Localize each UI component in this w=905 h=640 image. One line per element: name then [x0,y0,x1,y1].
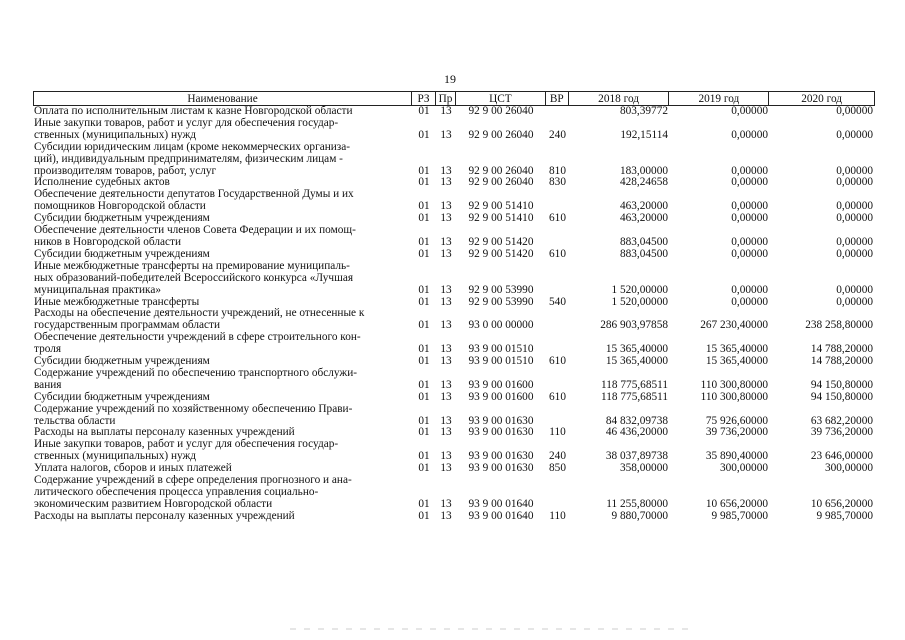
row-y2020: 94 150,80000 [810,390,873,403]
row-rz: 01 [418,247,430,260]
row-name [33,308,412,332]
row-rz: 01 [418,319,430,332]
row-pr: 13 [440,355,452,368]
row-cst: 92 9 00 53990 [468,295,534,308]
row-vr: 610 [549,390,566,403]
row-name-line: Субсидии юридическим лицам (кроме некоммерческих организа- [34,140,351,153]
row-name-line: Иные межбюджетные трансферты на премирование муниципаль- [34,259,350,272]
row-pr: 13 [440,164,452,177]
row-vr: 830 [549,176,566,189]
row-y2020: 0,00000 [836,176,873,189]
row-rz: 01 [418,378,430,391]
row-name [33,511,412,523]
row-rz: 01 [418,283,430,296]
row-name [33,392,412,404]
row-vr: 240 [549,450,566,463]
row-rz: 01 [418,426,430,439]
row-rz: 01 [418,509,430,522]
row-cst: 93 9 00 01600 [468,378,534,391]
row-y2020: 300,00000 [824,462,873,475]
row-name [33,368,412,392]
row-name-line: Содержание учреждений по обеспечению транспортного обслужи- [34,366,358,379]
header-pr: Пр [436,92,456,105]
table-body [33,106,875,523]
row-name-line: Субсидии бюджетным учреждениям [34,247,210,260]
table-row [33,332,875,356]
row-cst: 93 9 00 01510 [468,343,534,356]
row-y2018: 46 436,20000 [605,426,668,439]
row-pr: 13 [440,497,452,510]
row-y2018: 883,04500 [619,235,668,248]
row-name-line: Иные закупки товаров, работ и услуг для обеспечения государ- [34,438,339,451]
row-y2020: 0,00000 [836,128,873,141]
row-name-line: Содержание учреждений в сфере определения прогнозного и ана- [34,474,352,487]
row-y2019: 0,00000 [731,176,768,189]
table-row [33,404,875,428]
row-name-line: помощников Новгородской области [34,200,206,213]
row-rz: 01 [418,295,430,308]
scan-artifact [290,628,690,630]
row-y2020: 0,00000 [836,295,873,308]
row-y2019: 15 365,40000 [705,355,768,368]
row-cst: 93 9 00 01630 [468,450,534,463]
row-y2018: 15 365,40000 [605,343,668,356]
row-y2019: 0,00000 [731,295,768,308]
row-pr: 13 [440,509,452,522]
row-cst: 92 9 00 26040 [468,105,534,117]
row-y2019: 300,00000 [719,462,768,475]
row-name [33,142,412,178]
row-y2019: 35 890,40000 [705,450,768,463]
header-2018: 2018 год [569,92,670,105]
row-name-line: Оплата по исполнительным листам к казне Новгородской области [34,105,353,117]
row-pr: 13 [440,247,452,260]
row-cst: 92 9 00 51410 [468,212,534,225]
row-name-line: Субсидии бюджетным учреждениям [34,355,210,368]
row-vr: 540 [549,295,566,308]
row-name [33,439,412,463]
row-name-line: Обеспечение деятельности членов Совета Федерации и их помощ- [34,224,356,237]
row-y2019: 0,00000 [731,128,768,141]
page-number: 19 [444,72,456,86]
row-name-line: муниципальная практика» [34,283,162,296]
row-pr: 13 [440,414,452,427]
row-y2020: 94 150,80000 [810,378,873,391]
row-y2018: 118 775,68511 [601,378,668,391]
row-y2020: 0,00000 [836,235,873,248]
row-vr: 240 [549,128,566,141]
row-name-line: ций), индивидуальным предпринимателям, физическим лицам - [34,152,343,165]
row-name-line: Обеспечение деятельности учреждений в сфере строительного кон- [34,331,361,344]
row-rz: 01 [418,497,430,510]
row-pr: 13 [440,462,452,475]
row-name [33,332,412,356]
row-y2018: 1 520,00000 [611,283,668,296]
header-2019: 2019 год [669,92,769,105]
row-rz: 01 [418,212,430,225]
row-name-line: Иные межбюджетные трансферты [34,295,200,308]
row-name [33,118,412,142]
row-y2020: 14 788,20000 [810,355,873,368]
row-y2020: 0,00000 [836,283,873,296]
row-rz: 01 [418,235,430,248]
row-y2020: 0,00000 [836,200,873,213]
row-name [33,189,412,213]
row-name-line: литического обеспечения процесса управления социально- [34,486,319,498]
row-rz: 01 [418,200,430,213]
row-rz: 01 [418,176,430,189]
row-cst: 92 9 00 26040 [468,164,534,177]
row-rz: 01 [418,390,430,403]
row-name [33,475,412,511]
row-rz: 01 [418,105,430,117]
row-rz: 01 [418,450,430,463]
row-y2018: 15 365,40000 [605,355,668,368]
row-name [33,249,412,261]
row-vr: 610 [549,355,566,368]
row-cst: 93 9 00 01510 [468,355,534,368]
row-name-line: Субсидии бюджетным учреждениям [34,390,210,403]
row-y2020: 0,00000 [836,105,873,117]
header-2020: 2020 год [801,93,843,105]
row-pr: 13 [440,390,452,403]
row-name-line: ственных (муниципальных) нужд [34,450,197,463]
row-y2019: 0,00000 [731,200,768,213]
row-y2020: 63 682,20000 [810,414,873,427]
row-name-line: Исполнение судебных актов [34,176,170,189]
row-cst: 93 0 00 00000 [468,319,534,332]
table-row [33,368,875,392]
row-cst: 92 9 00 51420 [468,247,534,260]
header-vr: ВР [546,92,569,105]
row-pr: 13 [440,105,452,117]
row-cst: 92 9 00 53990 [468,283,534,296]
row-pr: 13 [440,450,452,463]
row-y2019: 39 736,20000 [705,426,768,439]
row-name-line: Расходы на обеспечение деятельности учреждений, не отнесенные к [34,307,365,320]
row-y2020: 10 656,20000 [810,497,873,510]
row-pr: 13 [440,343,452,356]
row-name [33,404,412,428]
row-name-line: троля [34,343,62,356]
row-pr: 13 [440,378,452,391]
row-y2019: 267 230,40000 [700,319,768,332]
row-cst: 93 9 00 01630 [468,426,534,439]
row-y2019: 110 300,80000 [700,390,768,403]
table-row [33,439,875,463]
row-name-line: Расходы на выплаты персоналу казенных учреждений [34,426,295,439]
row-pr: 13 [440,426,452,439]
table-header [33,91,875,106]
row-name-line: Уплата налогов, сборов и иных платежей [34,462,232,475]
row-y2020: 0,00000 [836,164,873,177]
row-name-line: производителям товаров, работ, услуг [34,164,217,177]
row-name-line: Содержание учреждений по хозяйственному обеспечению Прави- [34,402,353,415]
row-y2019: 0,00000 [731,247,768,260]
row-y2018: 192,15114 [620,128,668,141]
table-row [33,392,875,404]
row-pr: 13 [440,295,452,308]
row-y2019: 0,00000 [731,235,768,248]
row-y2020: 23 646,00000 [810,450,873,463]
row-rz: 01 [418,414,430,427]
row-name-line: Субсидии бюджетным учреждениям [34,212,210,225]
row-cst: 92 9 00 51420 [468,235,534,248]
row-y2020: 14 788,20000 [810,343,873,356]
row-y2019: 0,00000 [731,105,768,117]
row-y2018: 38 037,89738 [605,450,668,463]
row-y2019: 9 985,70000 [711,509,768,522]
row-cst: 93 9 00 01600 [468,390,534,403]
row-y2019: 10 656,20000 [705,497,768,510]
row-vr: 110 [549,426,566,439]
table-row [33,475,875,511]
row-y2020: 9 985,70000 [816,509,873,522]
table-row [33,511,875,523]
row-y2019: 0,00000 [731,283,768,296]
table-row [33,142,875,178]
row-name-line: государственным программам области [34,319,220,332]
row-rz: 01 [418,462,430,475]
table-row [33,118,875,142]
row-name [33,225,412,249]
row-name-line: Иные закупки товаров, работ и услуг для обеспечения государ- [34,116,339,129]
row-name-line: Расходы на выплаты персоналу казенных учреждений [34,509,295,522]
row-name-line: Обеспечение деятельности депутатов Государственной Думы и их [34,188,354,201]
row-cst: 92 9 00 51410 [468,200,534,213]
row-name-line: ников в Новгородской области [34,235,182,248]
row-y2018: 286 903,97858 [600,319,668,332]
row-y2020: 0,00000 [836,247,873,260]
row-y2018: 11 255,80000 [606,497,668,510]
row-cst: 93 9 00 01630 [468,414,534,427]
row-vr: 610 [549,247,566,260]
row-y2018: 883,04500 [619,247,668,260]
row-y2020: 238 258,80000 [805,319,873,332]
row-y2018: 84 832,09738 [605,414,668,427]
row-pr: 13 [440,200,452,213]
header-rz: РЗ [412,92,436,105]
row-y2018: 463,20000 [619,212,668,225]
row-vr: 610 [549,212,566,225]
row-y2019: 0,00000 [731,164,768,177]
row-y2018: 463,20000 [619,200,668,213]
row-cst: 92 9 00 26040 [468,128,534,141]
row-y2018: 358,00000 [619,462,668,475]
table-row [33,261,875,297]
row-y2018: 428,24658 [619,176,668,189]
row-cst: 92 9 00 26040 [468,176,534,189]
row-name-line: ных образований-победителей Всероссийского конкурса «Лучшая [34,271,354,284]
row-name-line: вания [34,378,62,391]
row-y2018: 183,00000 [619,164,668,177]
table-row [33,308,875,332]
table-row [33,189,875,213]
row-rz: 01 [418,343,430,356]
row-y2018: 9 880,70000 [611,509,668,522]
row-rz: 01 [418,128,430,141]
row-y2019: 75 926,60000 [705,414,768,427]
header-name: Наименование [34,92,412,105]
header-cst: ЦСТ [456,92,546,105]
row-rz: 01 [418,164,430,177]
row-cst: 93 9 00 01640 [468,509,534,522]
row-name-line: ственных (муниципальных) нужд [34,128,197,141]
row-y2019: 0,00000 [731,212,768,225]
row-vr: 110 [549,509,566,522]
row-vr: 850 [549,462,566,475]
row-y2019: 15 365,40000 [705,343,768,356]
table-row [33,249,875,261]
table-row [33,225,875,249]
row-cst: 93 9 00 01630 [468,462,534,475]
row-cst: 93 9 00 01640 [468,497,534,510]
row-rz: 01 [418,355,430,368]
row-y2019: 110 300,80000 [700,378,768,391]
row-pr: 13 [440,235,452,248]
row-y2018: 1 520,00000 [611,295,668,308]
budget-table [33,91,875,523]
row-pr: 13 [440,176,452,189]
row-y2020: 39 736,20000 [810,426,873,439]
row-name-line: экономическим развитием Новгородской области [34,497,273,510]
row-pr: 13 [440,319,452,332]
row-vr: 810 [549,164,566,177]
row-pr: 13 [440,212,452,225]
row-y2020: 0,00000 [836,212,873,225]
row-pr: 13 [440,128,452,141]
row-y2018: 803,39772 [619,105,668,117]
row-pr: 13 [440,283,452,296]
row-name [33,261,412,297]
row-name-line: тельства области [34,414,116,427]
row-y2018: 118 775,68511 [601,390,668,403]
